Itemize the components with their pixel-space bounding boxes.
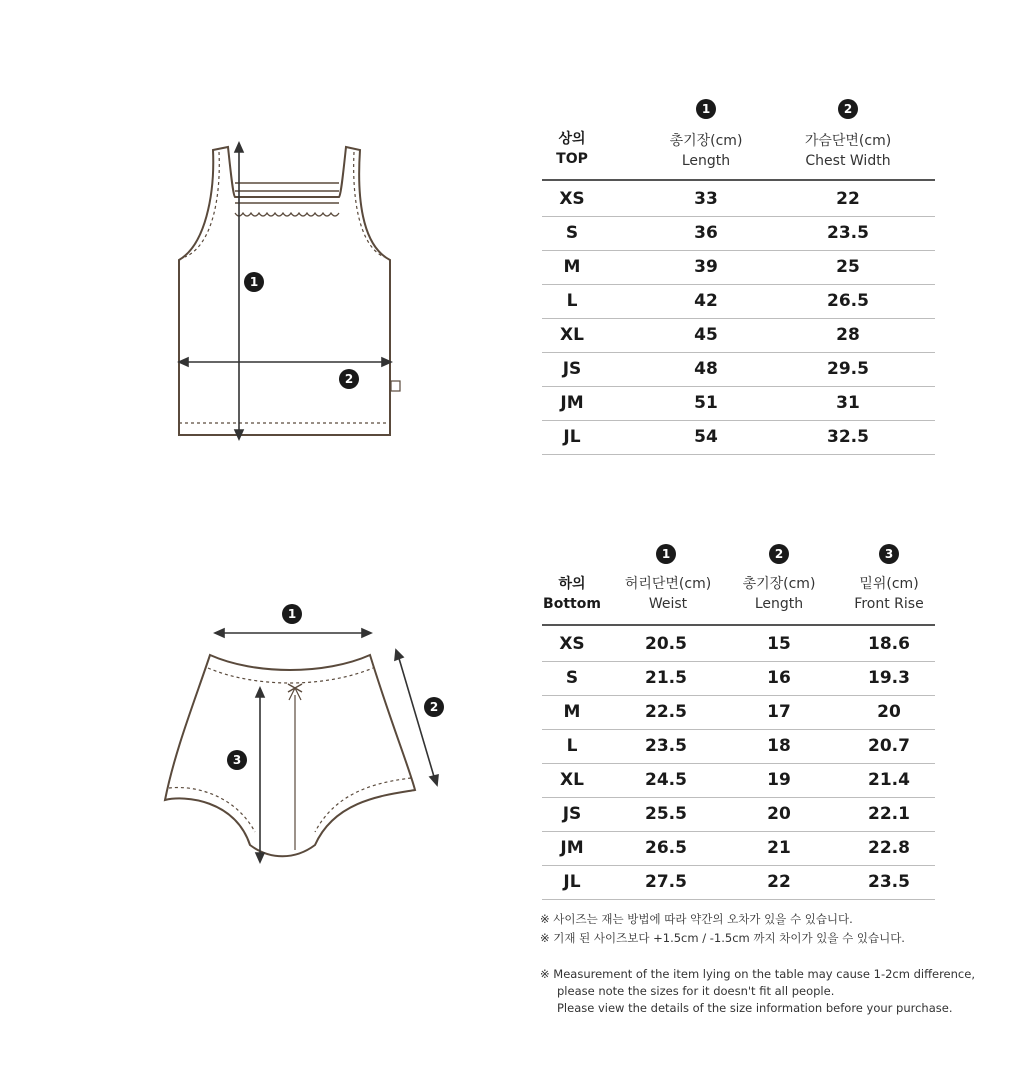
- bottom-col1-marker: 1: [656, 544, 676, 564]
- length-cell: 15: [767, 634, 791, 654]
- bottom-col2-en: Length: [754, 596, 804, 612]
- size-cell: JM: [560, 393, 584, 413]
- length-cell: 18: [767, 736, 791, 756]
- table-row: [542, 865, 935, 900]
- length-cell: 39: [694, 257, 718, 277]
- waist-cell: 21.5: [645, 668, 687, 688]
- rise-cell: 23.5: [868, 872, 910, 892]
- table-row: [542, 831, 935, 866]
- table-row: [542, 386, 935, 421]
- length-cell: 21: [767, 838, 791, 858]
- length-cell: 33: [694, 189, 718, 209]
- size-notes-ko: [540, 910, 1010, 948]
- waist-cell: 24.5: [645, 770, 687, 790]
- bottom-col2-marker: 2: [769, 544, 789, 564]
- waist-cell: 23.5: [645, 736, 687, 756]
- top-col2-ko: 가슴단면(cm): [804, 133, 892, 149]
- size-cell: XS: [559, 189, 585, 209]
- top-diagram-marker-2: 2: [339, 369, 359, 389]
- length-cell: 51: [694, 393, 718, 413]
- rise-cell: 19.3: [868, 668, 910, 688]
- chest-cell: 26.5: [827, 291, 869, 311]
- rise-cell: 20.7: [868, 736, 910, 756]
- bottom-diagram-marker-3: 3: [227, 750, 247, 770]
- note-en-1: ※ Measurement of the item lying on the table may cause 1-2cm difference,: [540, 967, 975, 981]
- length-cell: 19: [767, 770, 791, 790]
- rise-cell: 18.6: [868, 634, 910, 654]
- length-cell: 22: [767, 872, 791, 892]
- size-notes-en: [540, 966, 1010, 1017]
- table-row: [542, 695, 935, 730]
- bottom-col1-ko: 허리단면(cm): [624, 576, 712, 592]
- top-garment-diagram: [165, 135, 410, 455]
- chest-cell: 31: [836, 393, 860, 413]
- top-col2-en: Chest Width: [805, 153, 891, 169]
- bottom-garment-diagram: [155, 600, 455, 875]
- bottom-col1-en: Weist: [648, 596, 688, 612]
- rise-cell: 22.1: [868, 804, 910, 824]
- size-cell: JM: [560, 838, 584, 858]
- length-cell: 20: [767, 804, 791, 824]
- top-header-rule: [542, 179, 935, 181]
- waist-cell: 20.5: [645, 634, 687, 654]
- top-col1-ko: 총기장(cm): [669, 133, 743, 149]
- length-cell: 42: [694, 291, 718, 311]
- rise-cell: 22.8: [868, 838, 910, 858]
- table-row: [542, 352, 935, 387]
- top-label-en: TOP: [556, 151, 588, 167]
- size-cell: JL: [563, 427, 581, 447]
- top-col2-marker: 2: [838, 99, 858, 119]
- rise-cell: 21.4: [868, 770, 910, 790]
- note-en-2: please note the sizes for it doesn't fit all people.: [557, 984, 835, 998]
- size-cell: L: [566, 291, 578, 311]
- length-cell: 45: [694, 325, 718, 345]
- bottom-col3-marker: 3: [879, 544, 899, 564]
- top-col1-en: Length: [681, 153, 731, 169]
- note-ko-1: ※ 사이즈는 재는 방법에 따라 약간의 오차가 있을 수 있습니다.: [540, 912, 853, 926]
- size-cell: M: [563, 702, 581, 722]
- bottom-label-ko: 하의: [558, 576, 586, 592]
- bottom-col3-ko: 밑위(cm): [859, 576, 919, 592]
- table-row: [542, 250, 935, 285]
- top-diagram-marker-1: 1: [244, 272, 264, 292]
- table-row: [542, 763, 935, 798]
- bottom-col2-ko: 총기장(cm): [742, 576, 816, 592]
- size-cell: XS: [559, 634, 585, 654]
- size-cell: JS: [562, 804, 582, 824]
- table-row: [542, 284, 935, 319]
- top-size-table: [542, 95, 935, 455]
- chest-cell: 22: [836, 189, 860, 209]
- rise-cell: 20: [877, 702, 901, 722]
- bottom-label-en: Bottom: [543, 596, 601, 612]
- table-row: [542, 318, 935, 353]
- bottom-header-rule: [542, 624, 935, 626]
- length-cell: 48: [694, 359, 718, 379]
- table-row: [542, 797, 935, 832]
- table-row: [542, 420, 935, 455]
- waist-cell: 22.5: [645, 702, 687, 722]
- chest-cell: 23.5: [827, 223, 869, 243]
- chest-cell: 28: [836, 325, 860, 345]
- length-cell: 17: [767, 702, 791, 722]
- size-cell: JS: [562, 359, 582, 379]
- length-cell: 54: [694, 427, 718, 447]
- size-cell: XL: [560, 325, 584, 345]
- size-cell: L: [566, 736, 578, 756]
- length-cell: 36: [694, 223, 718, 243]
- bottom-size-table: [542, 540, 935, 902]
- bottom-diagram-marker-2: 2: [424, 697, 444, 717]
- bottom-length-arrow: [398, 655, 435, 780]
- length-cell: 16: [767, 668, 791, 688]
- size-cell: S: [565, 668, 579, 688]
- chest-cell: 25: [836, 257, 860, 277]
- waist-cell: 25.5: [645, 804, 687, 824]
- size-cell: M: [563, 257, 581, 277]
- table-row: [542, 627, 935, 662]
- chest-cell: 32.5: [827, 427, 869, 447]
- waist-cell: 26.5: [645, 838, 687, 858]
- bottom-diagram-marker-1: 1: [282, 604, 302, 624]
- table-row: [542, 182, 935, 217]
- table-row: [542, 729, 935, 764]
- waist-cell: 27.5: [645, 872, 687, 892]
- table-row: [542, 661, 935, 696]
- note-ko-2: ※ 기재 된 사이즈보다 +1.5cm / -1.5cm 까지 차이가 있을 수 있습니다.: [540, 931, 905, 945]
- table-row: [542, 216, 935, 251]
- size-cell: JL: [563, 872, 581, 892]
- size-cell: XL: [560, 770, 584, 790]
- bottom-col3-en: Front Rise: [854, 596, 924, 612]
- chest-cell: 29.5: [827, 359, 869, 379]
- size-cell: S: [565, 223, 579, 243]
- top-col1-marker: 1: [696, 99, 716, 119]
- top-label-ko: 상의: [558, 131, 586, 147]
- note-en-3: Please view the details of the size information before your purchase.: [557, 1001, 953, 1015]
